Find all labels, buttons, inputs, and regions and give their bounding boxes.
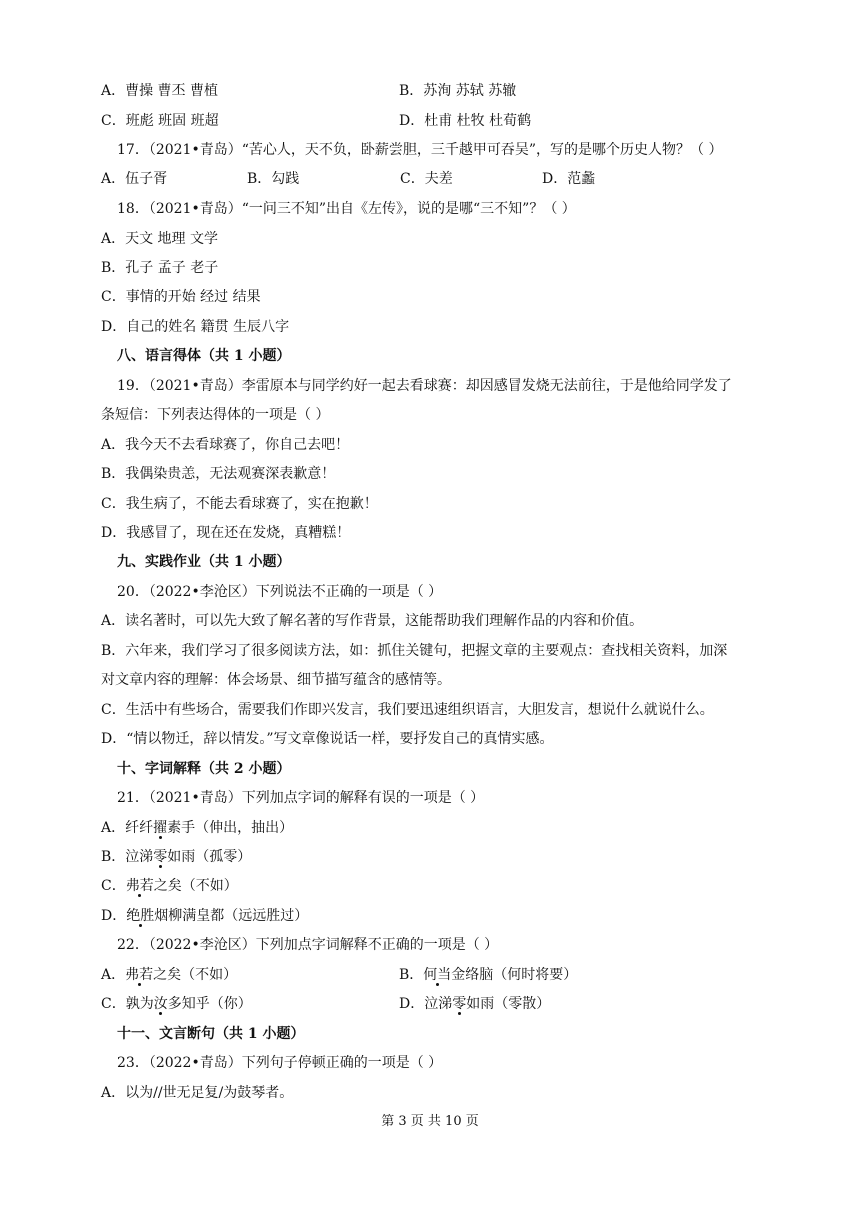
q16-option-b[interactable]: B．苏洵 苏轼 苏辙 bbox=[399, 83, 517, 99]
q22-option-c[interactable]: C．孰为汝多知乎（你） bbox=[101, 996, 252, 1012]
q17-option-d[interactable]: D．范蠡 bbox=[542, 171, 596, 187]
q21-stem: 21．（2021•青岛）下列加点字词的解释有误的一项是（ ） bbox=[117, 790, 485, 806]
q18-stem bbox=[0, 196, 860, 222]
q20-stem: 20．（2022•李沧区）下列说法不正确的一项是（ ） bbox=[117, 584, 443, 600]
dotted-word: 何当 bbox=[423, 967, 452, 983]
q21-option-b[interactable]: B．泣涕零如雨（孤零） bbox=[101, 849, 252, 865]
dotted-word: 擢 bbox=[153, 820, 168, 836]
dotted-word: 汝 bbox=[153, 996, 168, 1012]
question-text: 18．（2021•青岛）“一问三不知”出自《左传》，说的是哪“三不知”？（ ） bbox=[117, 201, 576, 217]
q16-options-row1 bbox=[0, 78, 860, 104]
q17-stem bbox=[0, 137, 860, 163]
section-heading-10: 十、字词解释（共 2 小题） bbox=[117, 761, 291, 777]
question-text: 17．（2021•青岛）“苦心人，天不负，卧薪尝胆，三千越甲可吞吴”，写的是哪个历史人物？（ ） bbox=[117, 142, 723, 158]
q21-option-c[interactable]: C．弗若之矣（不如） bbox=[101, 878, 238, 894]
q16-option-d[interactable]: D．杜甫 杜牧 杜荀鹤 bbox=[399, 113, 532, 129]
q18-option-a[interactable]: A．天文 地理 文学 bbox=[101, 231, 219, 247]
q17-option-a[interactable]: A．伍子胥 bbox=[101, 171, 168, 187]
q19-option-b[interactable]: B．我偶染贵恙，无法观赛深表歉意！ bbox=[101, 466, 336, 482]
dotted-word: 零 bbox=[452, 996, 467, 1012]
page-footer: 第 3 页 共 10 页 bbox=[381, 1114, 479, 1129]
q19-stem: 19．（2021•青岛）李雷原本与同学约好一起去看球赛：却因感冒发烧无法前往，于是他给同学发了 bbox=[117, 378, 732, 394]
q16-option-c[interactable]: C．班彪 班固 班超 bbox=[101, 113, 219, 129]
q19-option-a[interactable]: A．我今天不去看球赛了，你自己去吧！ bbox=[101, 437, 350, 453]
q21-option-a[interactable]: A．纤纤擢素手（伸出，抽出） bbox=[101, 820, 294, 836]
dotted-word: 弗若 bbox=[125, 878, 154, 894]
q18-option-c[interactable]: C．事情的开始 经过 结果 bbox=[101, 289, 261, 305]
q22-option-d[interactable]: D．泣涕零如雨（零散） bbox=[399, 996, 551, 1012]
q19-option-c[interactable]: C．我生病了，不能去看球赛了，实在抱歉！ bbox=[101, 496, 378, 512]
q23-option-a[interactable]: A．以为//世无足复/为鼓琴者。 bbox=[101, 1085, 294, 1101]
q19-stem-cont: 条短信：下列表达得体的一项是（ ） bbox=[101, 407, 330, 423]
q22-stem: 22．（2022•李沧区）下列加点字词解释不正确的一项是（ ） bbox=[117, 937, 499, 953]
q21-option-d[interactable]: D．绝胜烟柳满皇都（远远胜过） bbox=[101, 908, 309, 924]
q19-option-d[interactable]: D．我感冒了，现在还在发烧，真糟糕！ bbox=[101, 525, 351, 541]
dotted-word: 弗若 bbox=[125, 967, 154, 983]
section-heading-9: 九、实践作业（共 1 小题） bbox=[117, 554, 291, 570]
q16-option-a[interactable]: A．曹操 曹丕 曹植 bbox=[101, 83, 219, 99]
q23-stem: 23．（2022•青岛）下列句子停顿正确的一项是（ ） bbox=[117, 1055, 443, 1071]
dotted-word: 零 bbox=[153, 849, 168, 865]
q20-option-d[interactable]: D．“情以物迁，辞以情发。”写文章像说话一样，要抒发自己的真情实感。 bbox=[101, 731, 554, 747]
q22-option-b[interactable]: B．何当金络脑（何时将要） bbox=[399, 967, 578, 983]
q17-option-c[interactable]: C．夫差 bbox=[400, 171, 453, 187]
dotted-word: 绝胜 bbox=[126, 908, 155, 924]
q17-options bbox=[0, 166, 860, 192]
q18-option-b[interactable]: B．孔子 孟子 老子 bbox=[101, 260, 219, 276]
q20-option-b-cont: 对文章内容的理解：体会场景、细节描写蕴含的感情等。 bbox=[101, 672, 451, 688]
q17-option-b[interactable]: B．勾践 bbox=[247, 171, 300, 187]
q18-option-d[interactable]: D．自己的姓名 籍贯 生辰八字 bbox=[101, 319, 290, 335]
section-heading-8: 八、语言得体（共 1 小题） bbox=[117, 348, 291, 364]
q16-options-row2 bbox=[0, 108, 860, 134]
q20-option-a[interactable]: A．读名著时，可以先大致了解名著的写作背景，这能帮助我们理解作品的内容和价值。 bbox=[101, 613, 644, 629]
q22-option-a[interactable]: A．弗若之矣（不如） bbox=[101, 967, 238, 983]
q20-option-b[interactable]: B．六年来，我们学习了很多阅读方法，如：抓住关键句，把握文章的主要观点：查找相关资料，加深 bbox=[101, 643, 728, 659]
q20-option-c[interactable]: C．生活中有些场合，需要我们作即兴发言，我们要迅速组织语言，大胆发言，想说什么就说什么。 bbox=[101, 702, 714, 718]
section-heading-11: 十一、文言断句（共 1 小题） bbox=[117, 1026, 305, 1042]
